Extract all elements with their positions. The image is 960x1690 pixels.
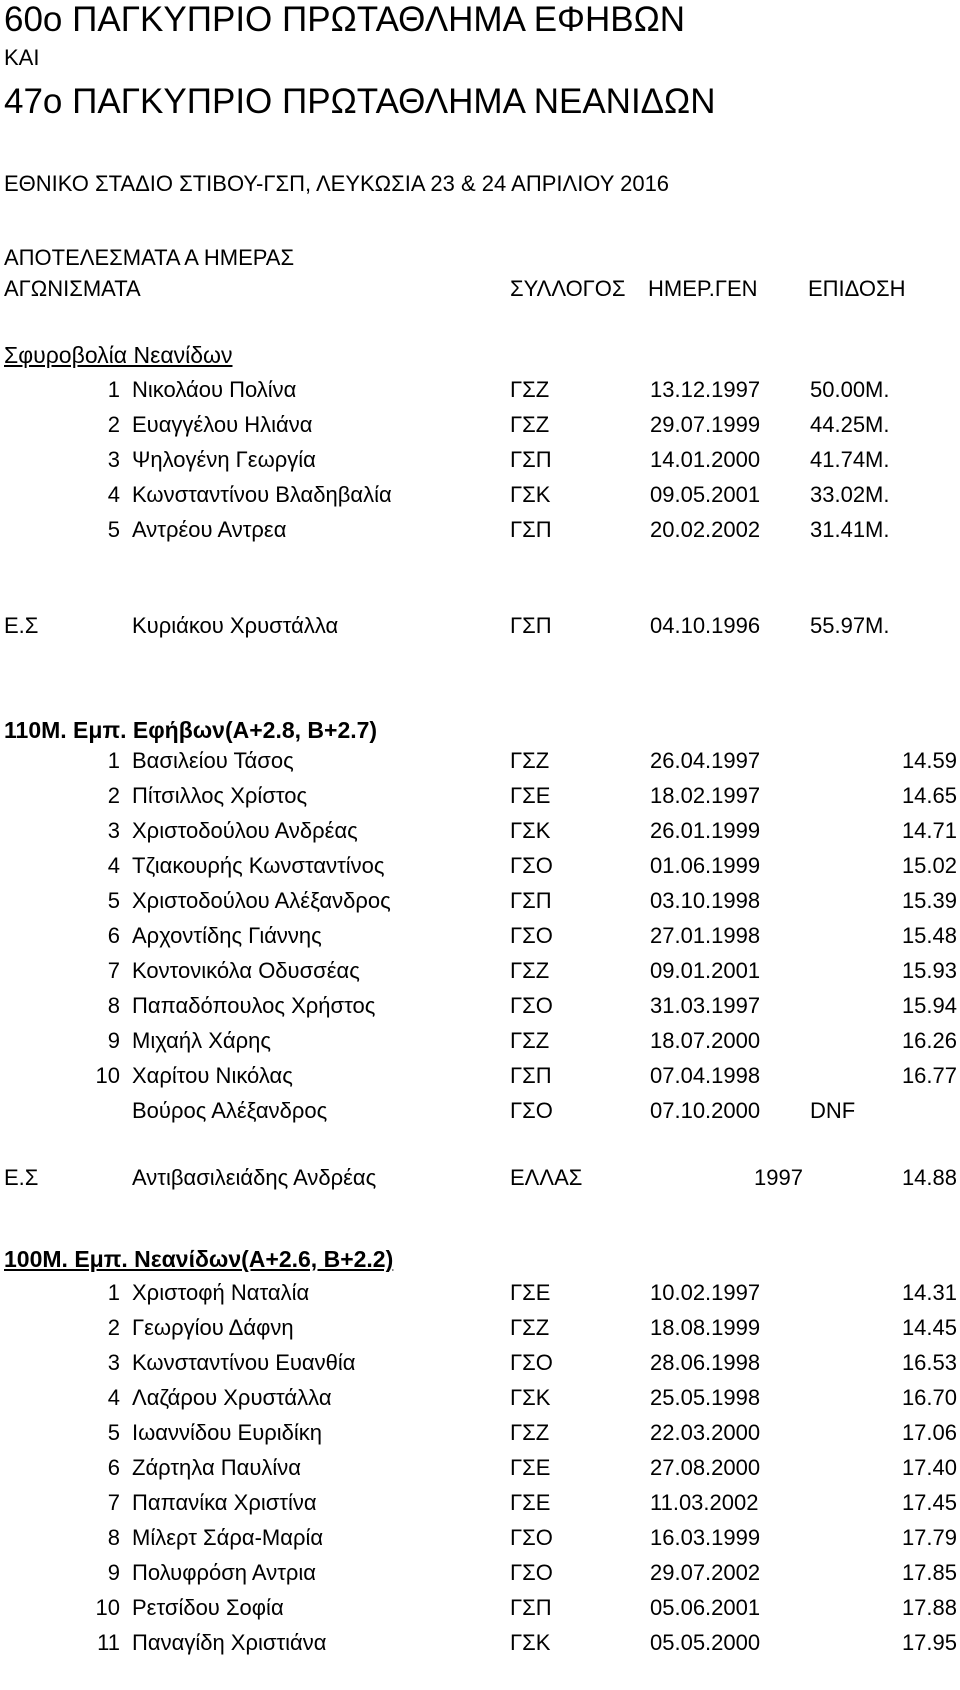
page-title-line-3: 47ο ΠΑΓΚΥΠΡΙΟ ΠΡΩΤΑΘΛΗΜΑ ΝΕΑΝΙΔΩΝ (4, 82, 716, 121)
athlete-dob: 05.05.2000 (650, 1630, 761, 1655)
athlete-performance: 14.59 (901, 748, 957, 773)
athlete-dob: 28.06.1998 (650, 1350, 761, 1375)
athlete-performance: 55.97Μ. (810, 613, 890, 638)
column-headers (0, 274, 960, 304)
athlete-name: Τζιακουρής Κωνσταντίνος (132, 853, 385, 878)
guest-label: Ε.Σ (4, 613, 39, 638)
athlete-name: Μιχαήλ Χάρης (132, 1028, 271, 1053)
athlete-dob: 18.02.1997 (650, 783, 761, 808)
athlete-name: Παπαδόπουλος Χρήστος (132, 993, 376, 1018)
result-row (0, 445, 960, 475)
athlete-dob: 27.01.1998 (650, 923, 761, 948)
athlete-name: Πολυφρόση Αντρια (132, 1560, 317, 1585)
athlete-club: ΓΣΟ (510, 993, 553, 1018)
result-row (0, 991, 960, 1021)
athlete-performance: 44.25Μ. (810, 412, 890, 437)
result-row (0, 1313, 960, 1343)
result-row (0, 1558, 960, 1588)
athlete-club: ΓΣΚ (510, 818, 551, 843)
athlete-performance: 14.88 (901, 1165, 957, 1190)
athlete-name: Ευαγγέλου Ηλιάνα (132, 412, 313, 437)
result-rank: 3 (107, 1350, 120, 1375)
athlete-performance: 14.65 (901, 783, 957, 808)
athlete-dob: 14.01.2000 (650, 447, 761, 472)
athlete-performance: 50.00Μ. (810, 377, 890, 402)
athlete-name: Ρετσίδου Σοφία (132, 1595, 284, 1620)
guest-result-row (0, 611, 960, 641)
event-title-100m-hurdles: 100Μ. Εμπ. Νεανίδων(Α+2.6, Β+2.2) (4, 1246, 394, 1272)
athlete-club: ΓΣΠ (510, 517, 552, 542)
athlete-performance: 15.39 (901, 888, 957, 913)
result-row (0, 375, 960, 405)
athlete-name: Λαζάρου Χρυστάλλα (132, 1385, 332, 1410)
athlete-performance: 15.94 (901, 993, 957, 1018)
athlete-club: ΓΣΖ (510, 412, 550, 437)
athlete-dob: 13.12.1997 (650, 377, 761, 402)
athlete-club: ΓΣΠ (510, 888, 552, 913)
athlete-performance: 31.41Μ. (810, 517, 890, 542)
athlete-name: Βούρος Αλέξανδρος (132, 1098, 328, 1123)
result-rank: 10 (95, 1595, 120, 1620)
result-row (0, 480, 960, 510)
athlete-performance: 33.02Μ. (810, 482, 890, 507)
result-row (0, 886, 960, 916)
athlete-name: Αντρέου Αντρεα (132, 517, 287, 542)
athlete-name: Παναγίδη Χριστιάνα (132, 1630, 327, 1655)
athlete-dob: 07.10.2000 (650, 1098, 761, 1123)
result-row (0, 1383, 960, 1413)
athlete-club: ΓΣΠ (510, 1595, 552, 1620)
guest-label: Ε.Σ (4, 1165, 39, 1190)
result-row (0, 1628, 960, 1658)
column-header-club: ΣΥΛΛΟΓΟΣ (510, 276, 626, 301)
athlete-dob: 1997 (754, 1165, 803, 1190)
athlete-name: Βασιλείου Τάσος (132, 748, 294, 773)
athlete-performance: 17.88 (901, 1595, 957, 1620)
result-rank: 5 (107, 1420, 120, 1445)
athlete-dob: 09.01.2001 (650, 958, 761, 983)
result-row (0, 851, 960, 881)
athlete-performance: 16.53 (901, 1350, 957, 1375)
athlete-club: ΓΣΕ (510, 783, 551, 808)
result-rank: 2 (107, 412, 120, 437)
athlete-club: ΓΣΕ (510, 1280, 551, 1305)
athlete-club: ΓΣΟ (510, 853, 553, 878)
result-rank: 4 (107, 853, 120, 878)
athlete-club: ΓΣΖ (510, 377, 550, 402)
result-row (0, 1488, 960, 1518)
result-row (0, 1278, 960, 1308)
result-row (0, 1453, 960, 1483)
athlete-club: ΓΣΖ (510, 1420, 550, 1445)
results-heading: ΑΠΟΤΕΛΕΣΜΑΤΑ Α ΗΜΕΡΑΣ (4, 245, 295, 270)
athlete-name: Γεωργίου Δάφνη (132, 1315, 294, 1340)
athlete-name: Ζάρτηλα Παυλίνα (132, 1455, 302, 1480)
result-rank: 8 (107, 993, 120, 1018)
athlete-name: Χριστοφή Ναταλία (132, 1280, 310, 1305)
result-row (0, 1523, 960, 1553)
athlete-club: ΓΣΠ (510, 613, 552, 638)
result-rank: 5 (107, 517, 120, 542)
athlete-name: Ιωαννίδου Ευριδίκη (132, 1420, 322, 1445)
athlete-performance: 17.95 (901, 1630, 957, 1655)
result-row (0, 816, 960, 846)
event-title-hammer-throw: Σφυροβολία Νεανίδων (4, 342, 233, 368)
athlete-dob: 18.08.1999 (650, 1315, 761, 1340)
athlete-performance: 17.79 (901, 1525, 957, 1550)
athlete-name: Μίλερτ Σάρα-Μαρία (132, 1525, 324, 1550)
athlete-dob: 25.05.1998 (650, 1385, 761, 1410)
result-rank: 7 (107, 958, 120, 983)
athlete-performance: 15.02 (901, 853, 957, 878)
athlete-dob: 26.01.1999 (650, 818, 761, 843)
athlete-performance: 15.93 (901, 958, 957, 983)
athlete-performance: 15.48 (901, 923, 957, 948)
athlete-dob: 29.07.1999 (650, 412, 761, 437)
athlete-dob: 10.02.1997 (650, 1280, 761, 1305)
athlete-name: Νικολάου Πολίνα (132, 377, 297, 402)
athlete-dob: 03.10.1998 (650, 888, 761, 913)
result-row (0, 1061, 960, 1091)
athlete-dob: 16.03.1999 (650, 1525, 761, 1550)
result-row (0, 1348, 960, 1378)
athlete-club: ΓΣΟ (510, 1525, 553, 1550)
result-row (0, 515, 960, 545)
column-header-dob: ΗΜΕΡ.ΓΕΝ (648, 276, 758, 301)
result-rank: 7 (107, 1490, 120, 1515)
athlete-name: Χριστοδούλου Αλέξανδρος (132, 888, 391, 913)
athlete-performance: 14.31 (901, 1280, 957, 1305)
athlete-performance: 17.85 (901, 1560, 957, 1585)
result-row (0, 410, 960, 440)
athlete-club: ΓΣΠ (510, 447, 552, 472)
athlete-performance: 17.40 (901, 1455, 957, 1480)
guest-result-row (0, 1163, 960, 1193)
result-rank: 2 (107, 1315, 120, 1340)
athlete-club: ΓΣΟ (510, 1560, 553, 1585)
athlete-performance: DNF (810, 1098, 856, 1123)
athlete-name: Κωνσταντίνου Ευανθία (132, 1350, 356, 1375)
result-row (0, 1096, 960, 1126)
venue-line: ΕΘΝΙΚΟ ΣΤΑΔΙΟ ΣΤΙΒΟΥ-ΓΣΠ, ΛΕΥΚΩΣΙΑ 23 & 24 ΑΠΡΙΛΙΟΥ 2016 (4, 171, 670, 196)
athlete-dob: 29.07.2002 (650, 1560, 761, 1585)
athlete-dob: 20.02.2002 (650, 517, 761, 542)
result-row (0, 781, 960, 811)
athlete-dob: 07.04.1998 (650, 1063, 761, 1088)
result-rank: 3 (107, 447, 120, 472)
athlete-dob: 09.05.2001 (650, 482, 761, 507)
athlete-name: Πίτσιλλος Χρίστος (132, 783, 308, 808)
result-rank: 6 (107, 1455, 120, 1480)
event-title-110m-hurdles: 110Μ. Εμπ. Εφήβων(Α+2.8, Β+2.7) (4, 717, 378, 743)
result-rank: 10 (95, 1063, 120, 1088)
athlete-club: ΕΛΛΑΣ (510, 1165, 583, 1190)
column-header-performance: ΕΠΙΔΟΣΗ (808, 276, 906, 301)
athlete-dob: 05.06.2001 (650, 1595, 761, 1620)
result-rank: 6 (107, 923, 120, 948)
athlete-club: ΓΣΟ (510, 923, 553, 948)
athlete-dob: 11.03.2002 (650, 1490, 759, 1515)
page-title-line-1: 60ο ΠΑΓΚΥΠΡΙΟ ΠΡΩΤΑΘΛΗΜΑ ΕΦΗΒΩΝ (4, 0, 686, 39)
athlete-club: ΓΣΖ (510, 958, 550, 983)
page-title-line-2: ΚΑΙ (4, 45, 40, 70)
athlete-performance: 17.06 (901, 1420, 957, 1445)
result-rank: 9 (107, 1028, 120, 1053)
athlete-dob: 26.04.1997 (650, 748, 761, 773)
athlete-club: ΓΣΚ (510, 1385, 551, 1410)
column-header-event: ΑΓΩΝΙΣΜΑΤΑ (4, 276, 141, 301)
athlete-name: Κωνσταντίνου Βλαδηβαλία (132, 482, 392, 507)
athlete-dob: 18.07.2000 (650, 1028, 761, 1053)
result-rank: 1 (107, 748, 120, 773)
result-row (0, 956, 960, 986)
result-row (0, 1593, 960, 1623)
athlete-performance: 17.45 (901, 1490, 957, 1515)
athlete-club: ΓΣΖ (510, 1028, 550, 1053)
result-rank: 5 (107, 888, 120, 913)
result-rank: 4 (107, 482, 120, 507)
athlete-club: ΓΣΠ (510, 1063, 552, 1088)
result-rank: 11 (97, 1630, 120, 1655)
athlete-performance: 14.45 (901, 1315, 957, 1340)
athlete-club: ΓΣΖ (510, 1315, 550, 1340)
result-row (0, 921, 960, 951)
athlete-club: ΓΣΕ (510, 1455, 551, 1480)
result-rank: 4 (107, 1385, 120, 1410)
athlete-performance: 16.70 (901, 1385, 957, 1410)
result-row (0, 1026, 960, 1056)
athlete-dob: 01.06.1999 (650, 853, 761, 878)
athlete-club: ΓΣΟ (510, 1350, 553, 1375)
athlete-dob: 22.03.2000 (650, 1420, 761, 1445)
result-row (0, 746, 960, 776)
athlete-club: ΓΣΕ (510, 1490, 551, 1515)
athlete-club: ΓΣΚ (510, 1630, 551, 1655)
result-rank: 9 (107, 1560, 120, 1585)
athlete-name: Παπανίκα Χριστίνα (132, 1490, 317, 1515)
result-rank: 2 (107, 783, 120, 808)
result-rank: 3 (107, 818, 120, 843)
athlete-club: ΓΣΖ (510, 748, 550, 773)
result-row (0, 1418, 960, 1448)
athlete-dob: 31.03.1997 (650, 993, 761, 1018)
athlete-club: ΓΣΚ (510, 482, 551, 507)
athlete-name: Αντιβασιλειάδης Ανδρέας (132, 1165, 377, 1190)
athlete-dob: 04.10.1996 (650, 613, 761, 638)
athlete-name: Χριστοδούλου Ανδρέας (132, 818, 358, 843)
athlete-performance: 41.74Μ. (810, 447, 890, 472)
athlete-name: Χαρίτου Νικόλας (132, 1063, 293, 1088)
athlete-dob: 27.08.2000 (650, 1455, 761, 1480)
athlete-performance: 16.77 (901, 1063, 957, 1088)
athlete-name: Κυριάκου Χρυστάλλα (132, 613, 339, 638)
athlete-club: ΓΣΟ (510, 1098, 553, 1123)
athlete-performance: 14.71 (901, 818, 957, 843)
athlete-name: Αρχοντίδης Γιάννης (132, 923, 322, 948)
athlete-name: Κοντονικόλα Οδυσσέας (132, 958, 360, 983)
athlete-name: Ψηλογένη Γεωργία (132, 447, 316, 472)
result-rank: 8 (107, 1525, 120, 1550)
result-rank: 1 (107, 377, 120, 402)
result-rank: 1 (107, 1280, 120, 1305)
athlete-performance: 16.26 (901, 1028, 957, 1053)
